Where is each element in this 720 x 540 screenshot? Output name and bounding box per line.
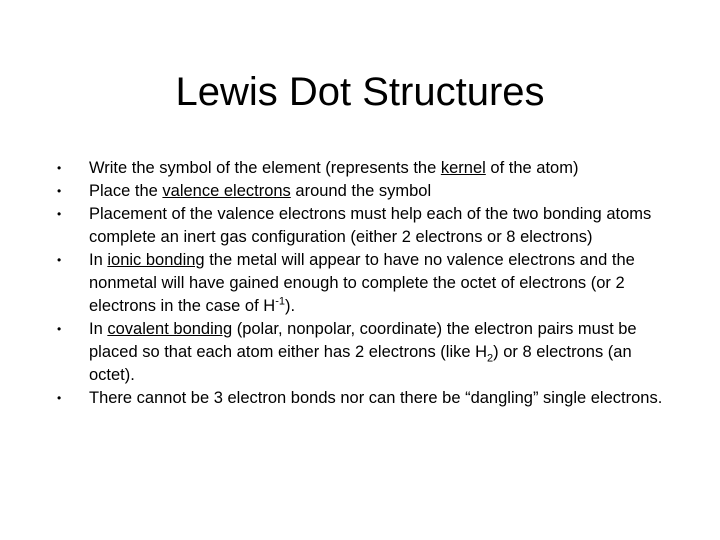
- bullet-text: Placement of the valence electrons must help each of the two bonding atoms complete an inert gas configuration (either 2 electrons or 8 electrons): [89, 205, 652, 246]
- bullet-text: [89, 159, 578, 177]
- bullet-marker: •: [57, 322, 62, 336]
- text-segment: Place the: [89, 182, 163, 200]
- bullet-text: [89, 320, 637, 384]
- kernel-term: kernel: [440, 159, 486, 177]
- bullet-marker: •: [57, 161, 62, 175]
- ionic-bonding-term: ionic bonding: [107, 251, 205, 269]
- formula-subscript: 2: [487, 352, 494, 365]
- charge-superscript: -1: [275, 295, 285, 308]
- text-segment: around the symbol: [290, 182, 432, 200]
- text-segment: ) or 8 electrons (an octet).: [89, 343, 632, 384]
- bullet-marker: •: [57, 207, 62, 221]
- bullet-list: [0, 157, 720, 410]
- valence-electrons-term: valence electrons: [162, 182, 291, 200]
- bullet-item-2: [0, 180, 669, 203]
- slide-title: Lewis Dot Structures: [175, 70, 545, 114]
- text-segment: ).: [284, 297, 296, 315]
- bullet-item-5: [0, 318, 669, 387]
- bullet-item-4: [0, 249, 669, 318]
- text-segment: In: [89, 320, 108, 338]
- text-segment: (polar, nonpolar, coordinate) the electron pairs must be placed so that each atom either has 2 electrons (like H: [89, 320, 637, 361]
- bullet-item-3: [0, 203, 669, 249]
- bullet-item-1: [0, 157, 669, 180]
- text-segment: of the atom): [485, 159, 579, 177]
- bullet-marker: •: [57, 391, 62, 405]
- bullet-text: [89, 182, 431, 200]
- bullet-text: [89, 251, 635, 315]
- text-segment: the metal will appear to have no valence electrons and the nonmetal will have gained enough to complete the octet of electrons (or 2 electrons in the case of H: [89, 251, 635, 315]
- covalent-bonding-term: covalent bonding: [107, 320, 233, 338]
- bullet-text: There cannot be 3 electron bonds nor can there be “dangling” single electrons.: [89, 389, 663, 407]
- text-segment: Write the symbol of the element (represents the: [89, 159, 441, 177]
- text-segment: In: [89, 251, 108, 269]
- bullet-marker: •: [57, 253, 62, 267]
- bullet-item-6: [0, 387, 669, 410]
- bullet-marker: •: [57, 184, 62, 198]
